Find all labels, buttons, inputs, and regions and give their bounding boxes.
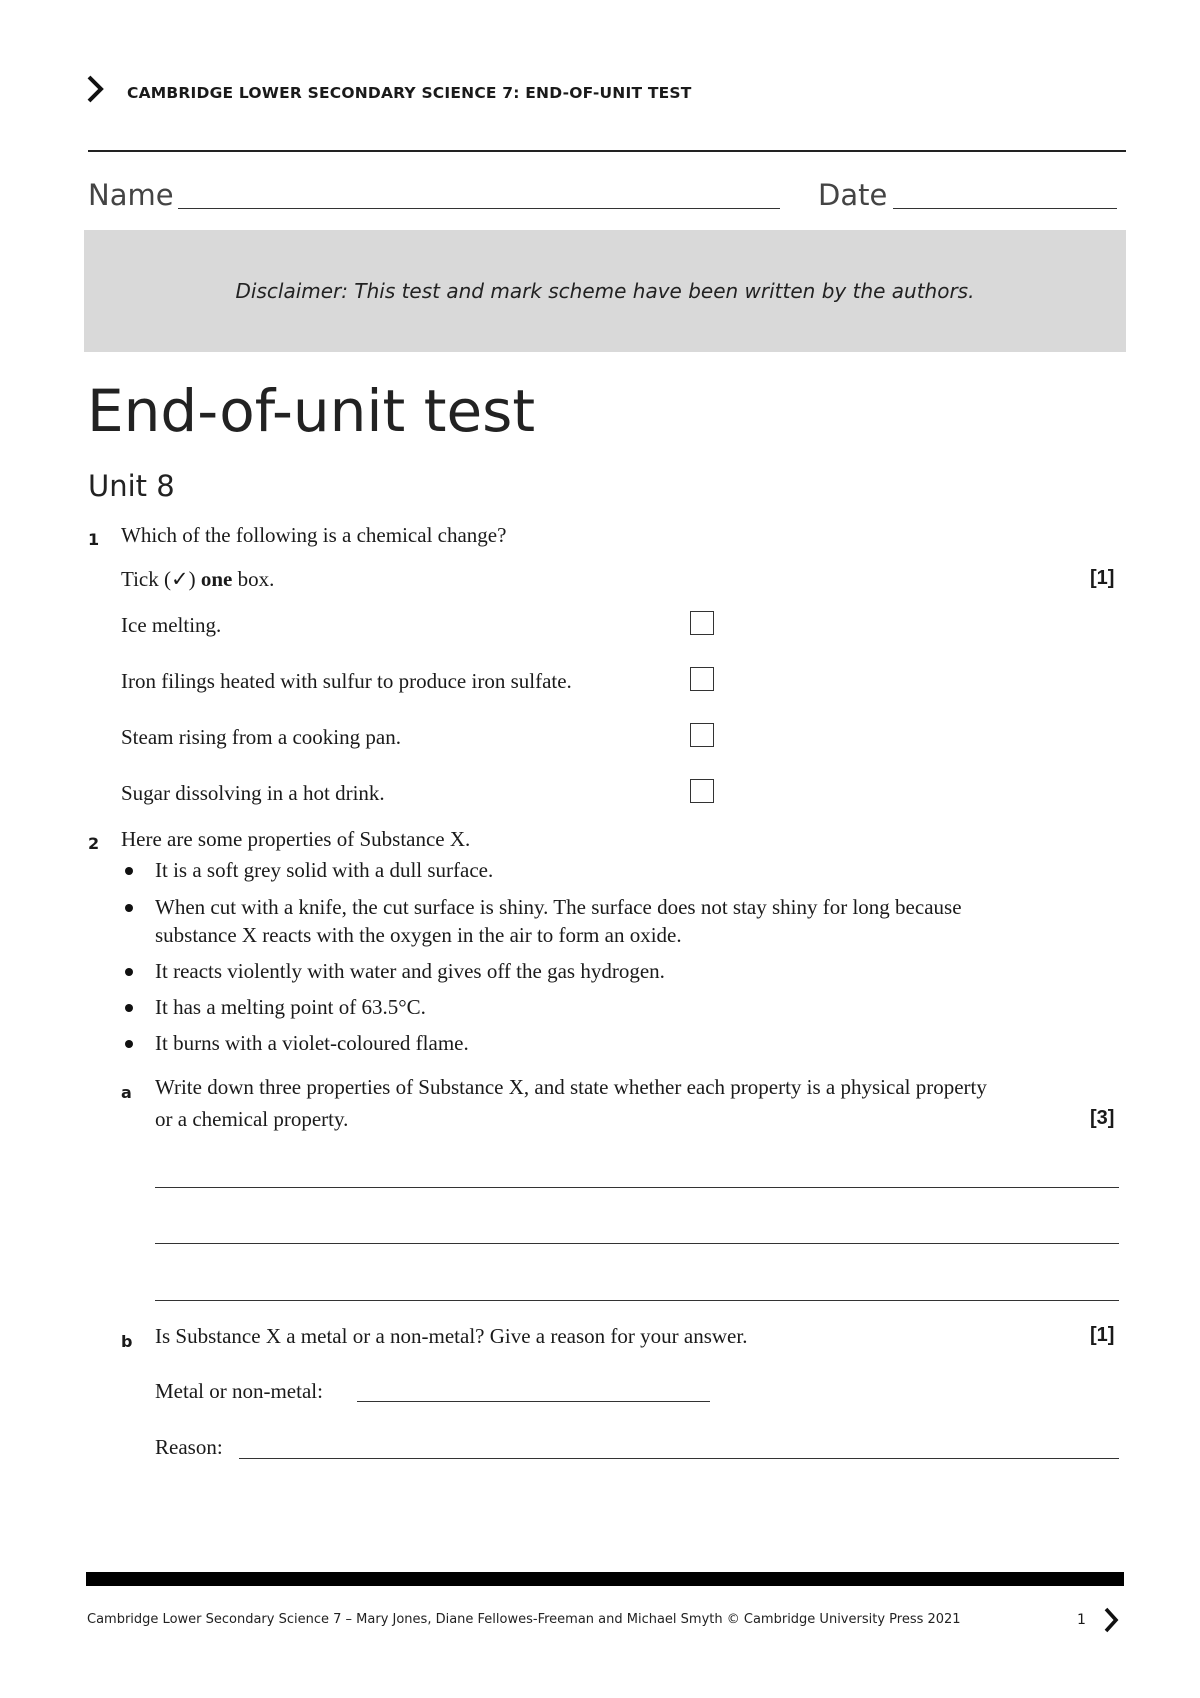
disclaimer-text: Disclaimer: This test and mark scheme have been written by the authors. bbox=[235, 279, 975, 303]
q1-instruction-post: box. bbox=[232, 567, 275, 591]
date-field[interactable] bbox=[893, 208, 1117, 209]
q2b-label: b bbox=[121, 1332, 133, 1351]
name-label: Name bbox=[88, 178, 174, 212]
header-title: CAMBRIDGE LOWER SECONDARY SCIENCE 7: END-OF-UNIT TEST bbox=[127, 84, 692, 102]
bullet-icon bbox=[125, 867, 133, 875]
q2-bullet-2-cont: substance X reacts with the oxygen in the air to form an oxide. bbox=[155, 923, 682, 947]
q2-number: 2 bbox=[88, 834, 100, 853]
q1-checkbox-2[interactable] bbox=[690, 667, 714, 691]
page-title: End-of-unit test bbox=[87, 377, 536, 445]
q2a-label: a bbox=[121, 1083, 132, 1102]
q1-checkbox-4[interactable] bbox=[690, 779, 714, 803]
bullet-icon bbox=[125, 1040, 133, 1048]
answer-line-3[interactable] bbox=[155, 1300, 1119, 1301]
metal-answer-line[interactable] bbox=[357, 1401, 710, 1402]
bullet-icon bbox=[125, 1004, 133, 1012]
answer-line-2[interactable] bbox=[155, 1243, 1119, 1244]
q1-option-1: Ice melting. bbox=[121, 613, 222, 637]
footer-rule bbox=[86, 1572, 1124, 1586]
q1-checkbox-1[interactable] bbox=[690, 611, 714, 635]
answer-line-1[interactable] bbox=[155, 1187, 1119, 1188]
q1-question: Which of the following is a chemical change? bbox=[121, 523, 507, 547]
q2a-text-line1: Write down three properties of Substance X, and state whether each property is a physical property bbox=[155, 1075, 987, 1099]
q1-option-4: Sugar dissolving in a hot drink. bbox=[121, 781, 385, 805]
bullet-icon bbox=[125, 968, 133, 976]
q2-bullet-1: It is a soft grey solid with a dull surface. bbox=[155, 858, 494, 882]
q1-checkbox-3[interactable] bbox=[690, 723, 714, 747]
reason-answer-line[interactable] bbox=[239, 1458, 1119, 1459]
name-field[interactable] bbox=[178, 208, 780, 209]
q2-bullet-5: It burns with a violet-coloured flame. bbox=[155, 1031, 469, 1055]
q1-marks: [1] bbox=[1090, 567, 1115, 589]
metal-label: Metal or non-metal: bbox=[155, 1379, 323, 1403]
q1-instruction-bold: one bbox=[200, 567, 233, 591]
reason-label: Reason: bbox=[155, 1435, 223, 1459]
page-number: 1 bbox=[1077, 1612, 1086, 1628]
q2b-marks: [1] bbox=[1090, 1324, 1115, 1346]
q1-option-2: Iron filings heated with sulfur to produce iron sulfate. bbox=[121, 669, 572, 693]
q2b-question: Is Substance X a metal or a non-metal? Give a reason for your answer. bbox=[155, 1324, 748, 1348]
q2a-marks: [3] bbox=[1090, 1107, 1115, 1129]
chevron-right-icon bbox=[86, 74, 104, 104]
header-rule bbox=[88, 150, 1126, 152]
q2-bullet-3: It reacts violently with water and gives off the gas hydrogen. bbox=[155, 959, 665, 983]
date-label: Date bbox=[818, 178, 888, 212]
q1-instruction-pre: Tick (✓) bbox=[121, 567, 201, 591]
q2-intro: Here are some properties of Substance X. bbox=[121, 827, 471, 851]
disclaimer-box bbox=[84, 230, 1126, 352]
q2a-text-line2: or a chemical property. bbox=[155, 1107, 349, 1131]
q2-bullet-2: When cut with a knife, the cut surface is shiny. The surface does not stay shiny for long because bbox=[155, 895, 962, 919]
unit-title: Unit 8 bbox=[88, 469, 175, 503]
chevron-right-icon bbox=[1103, 1606, 1119, 1634]
footer-text: Cambridge Lower Secondary Science 7 – Mary Jones, Diane Fellowes-Freeman and Michael Smyth © Cambridge University Press 2021 bbox=[87, 1612, 961, 1627]
q1-option-3: Steam rising from a cooking pan. bbox=[121, 725, 401, 749]
bullet-icon bbox=[125, 904, 133, 912]
q2-bullet-4: It has a melting point of 63.5°C. bbox=[155, 995, 426, 1019]
q1-instruction bbox=[121, 567, 274, 592]
q1-number: 1 bbox=[88, 530, 100, 549]
